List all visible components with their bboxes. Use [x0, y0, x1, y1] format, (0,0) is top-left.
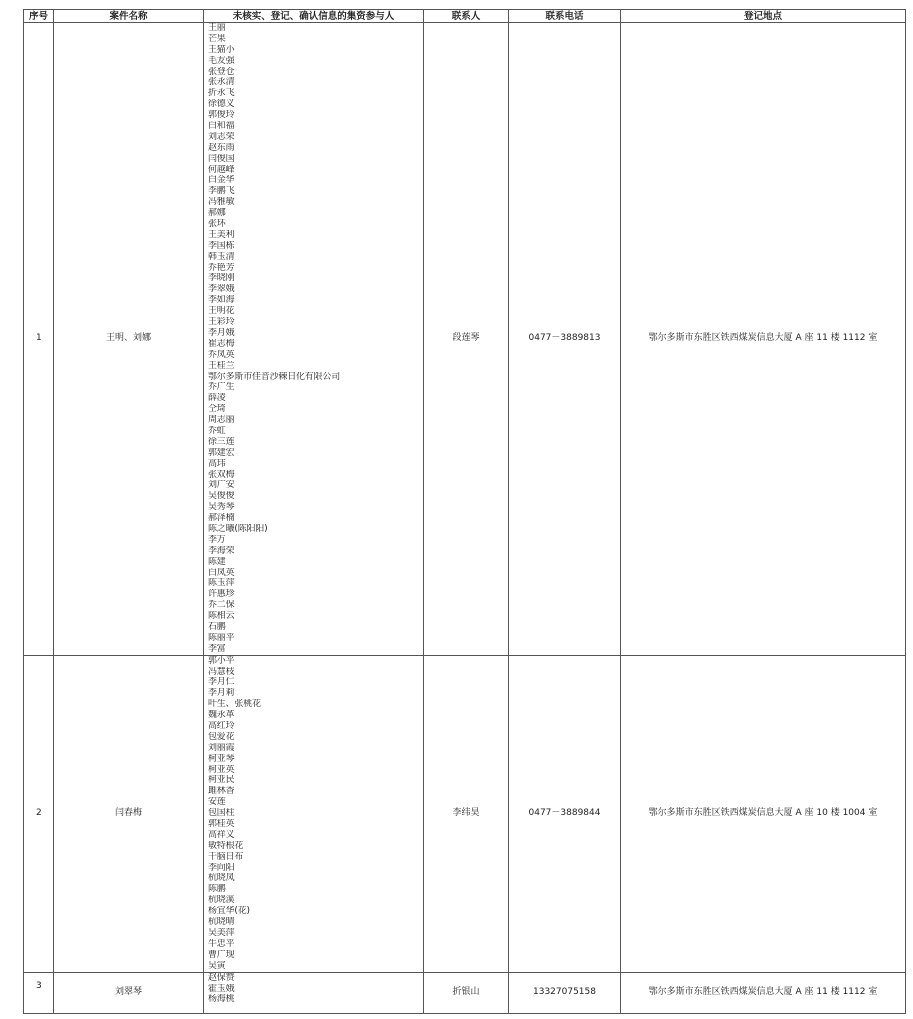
participant-name: 冯雅敏	[208, 197, 235, 208]
participant-name: 吴美萍	[208, 927, 235, 938]
participant-name: 陈相云	[208, 611, 235, 622]
row-phone: 0477－3889813	[509, 23, 621, 656]
header-seq: 序号	[24, 10, 54, 23]
row-participants	[204, 972, 424, 1013]
row-seq: 3	[24, 972, 54, 1013]
participant-name: 陈玉萍	[208, 578, 235, 589]
participant-name: 高祥义	[208, 829, 235, 840]
participant-table	[23, 9, 906, 1014]
participant-name: 乔虹	[208, 425, 226, 436]
participant-name: 王猫小	[208, 44, 235, 55]
participant-name: 石鹏	[208, 621, 226, 632]
participant-name: 雎林香	[208, 786, 235, 797]
participant-name: 何越峰	[208, 164, 235, 175]
participant-name: 仝琦	[208, 404, 226, 415]
participant-name: 叶生、张桃花	[208, 699, 261, 710]
row-phone: 0477－3889844	[509, 655, 621, 972]
participant-name: 杨海桃	[208, 994, 235, 1005]
participant-name: 李月仁	[208, 677, 235, 688]
participant-name: 许惠珍	[208, 589, 235, 600]
participant-name: 李月莉	[208, 688, 235, 699]
header-place: 登记地点	[621, 10, 906, 23]
participant-name: 折永飞	[208, 88, 235, 99]
row-case-name: 王明、刘娜	[54, 23, 204, 656]
participant-name: 冯慧枝	[208, 666, 235, 677]
participant-name: 白金华	[208, 175, 235, 186]
participant-name: 王明花	[208, 306, 235, 317]
row-participants	[204, 23, 424, 656]
participant-name: 杭晓溪	[208, 895, 235, 906]
participant-name: 柯亚民	[208, 775, 235, 786]
table-row	[24, 972, 906, 1013]
participant-name: 薛凌	[208, 393, 226, 404]
header-participants: 未核实、登记、确认信息的集资参与人	[204, 10, 424, 23]
participant-name: 安莲	[208, 797, 226, 808]
row-place: 鄂尔多斯市东胜区铁西煤炭信息大厦 A 座 10 楼 1004 室	[621, 655, 906, 972]
participant-name: 郭小平	[208, 655, 235, 666]
row-phone: 13327075158	[509, 972, 621, 1013]
participant-name: 郝泽楠	[208, 513, 235, 524]
participant-name: 干脑日布	[208, 851, 244, 862]
participant-name: 陈建	[208, 556, 226, 567]
participant-name: 鄂尔多斯市佳音沙棘日化有限公司	[208, 371, 341, 382]
participant-name: 李晓刚	[208, 273, 235, 284]
participant-name: 李翠娥	[208, 284, 235, 295]
participant-name: 陈之曦(陈阳阳)	[208, 523, 268, 534]
row-seq: 1	[24, 23, 54, 656]
participant-name: 王丽	[208, 23, 226, 33]
participant-name: 杨宜华(花)	[208, 906, 250, 917]
participant-name: 乔艳芳	[208, 262, 235, 273]
participant-name: 陈丽平	[208, 632, 235, 643]
participant-name: 乔二保	[208, 600, 235, 611]
participant-name: 张登仓	[208, 66, 235, 77]
participant-name: 李海荣	[208, 545, 235, 556]
row-contact: 折银山	[424, 972, 509, 1013]
participant-name: 柯亚琴	[208, 753, 235, 764]
participant-name: 包国柱	[208, 808, 235, 819]
participant-name: 毛友强	[208, 55, 235, 66]
participant-name: 王彩玲	[208, 317, 235, 328]
participant-name: 闫俊国	[208, 153, 235, 164]
participant-name: 魏永革	[208, 710, 235, 721]
participant-name: 陈鹏	[208, 884, 226, 895]
participant-name: 敏特根花	[208, 840, 244, 851]
participant-name: 包爱花	[208, 731, 235, 742]
participant-name: 吴寅	[208, 960, 226, 971]
participant-name: 吴俊俊	[208, 491, 235, 502]
participant-name: 王美利	[208, 229, 235, 240]
participant-name: 乔凤英	[208, 349, 235, 360]
row-place: 鄂尔多斯市东胜区铁西煤炭信息大厦 A 座 11 楼 1112 室	[621, 23, 906, 656]
row-participants	[204, 655, 424, 972]
participant-name: 赵保赞	[208, 972, 235, 983]
participant-name: 徐三莲	[208, 436, 235, 447]
participant-name: 霍玉娥	[208, 983, 235, 994]
table-row	[24, 655, 906, 972]
participant-name: 芒果	[208, 33, 226, 44]
participant-name: 刘丽霞	[208, 742, 235, 753]
header-case-name: 案件名称	[54, 10, 204, 23]
participant-name: 张永清	[208, 77, 235, 88]
participant-name: 杭晓晴	[208, 917, 235, 928]
header-phone: 联系电话	[509, 10, 621, 23]
participant-name: 高玮	[208, 458, 226, 469]
participant-name: 张环	[208, 219, 226, 230]
participant-name: 张双梅	[208, 469, 235, 480]
row-seq: 2	[24, 655, 54, 972]
participant-name: 杭晓凤	[208, 873, 235, 884]
table-row	[24, 23, 906, 656]
participant-name: 郝娜	[208, 208, 226, 219]
participant-name: 徐德义	[208, 99, 235, 110]
header-contact: 联系人	[424, 10, 509, 23]
participant-name: 刘广安	[208, 480, 235, 491]
participant-name: 李如海	[208, 295, 235, 306]
participant-name: 高红玲	[208, 721, 235, 731]
participant-name: 李富	[208, 643, 226, 654]
participant-name: 郭桂英	[208, 819, 235, 830]
row-case-name: 刘翠琴	[54, 972, 204, 1013]
row-contact: 李纬昊	[424, 655, 509, 972]
participant-name: 白和福	[208, 121, 235, 132]
participant-name: 周志丽	[208, 415, 235, 426]
participant-name: 刘志荣	[208, 131, 235, 142]
participant-name: 李向阳	[208, 862, 235, 873]
participant-name: 吴秀琴	[208, 502, 235, 513]
participant-name: 乔广生	[208, 382, 235, 393]
participant-name: 曹广现	[208, 949, 235, 960]
participant-name: 王桂兰	[208, 360, 235, 371]
participant-name: 李国栋	[208, 240, 235, 251]
participant-name: 李月娥	[208, 327, 235, 338]
participant-name: 崔志梅	[208, 338, 235, 349]
participant-name: 李万	[208, 534, 226, 545]
participant-name: 赵东雨	[208, 142, 235, 153]
participant-name: 牛忠平	[208, 938, 235, 949]
participant-name: 李鹏飞	[208, 186, 235, 197]
participant-name: 郭建宏	[208, 447, 235, 458]
participant-name: 郭俊玲	[208, 110, 235, 121]
participant-name: 韩玉清	[208, 251, 235, 262]
row-place: 鄂尔多斯市东胜区铁西煤炭信息大厦 A 座 11 楼 1112 室	[621, 972, 906, 1013]
row-contact: 段莲琴	[424, 23, 509, 656]
participant-name: 白凤英	[208, 567, 235, 578]
header-row	[24, 10, 906, 23]
row-case-name: 闫春梅	[54, 655, 204, 972]
participant-name: 柯亚英	[208, 764, 235, 775]
